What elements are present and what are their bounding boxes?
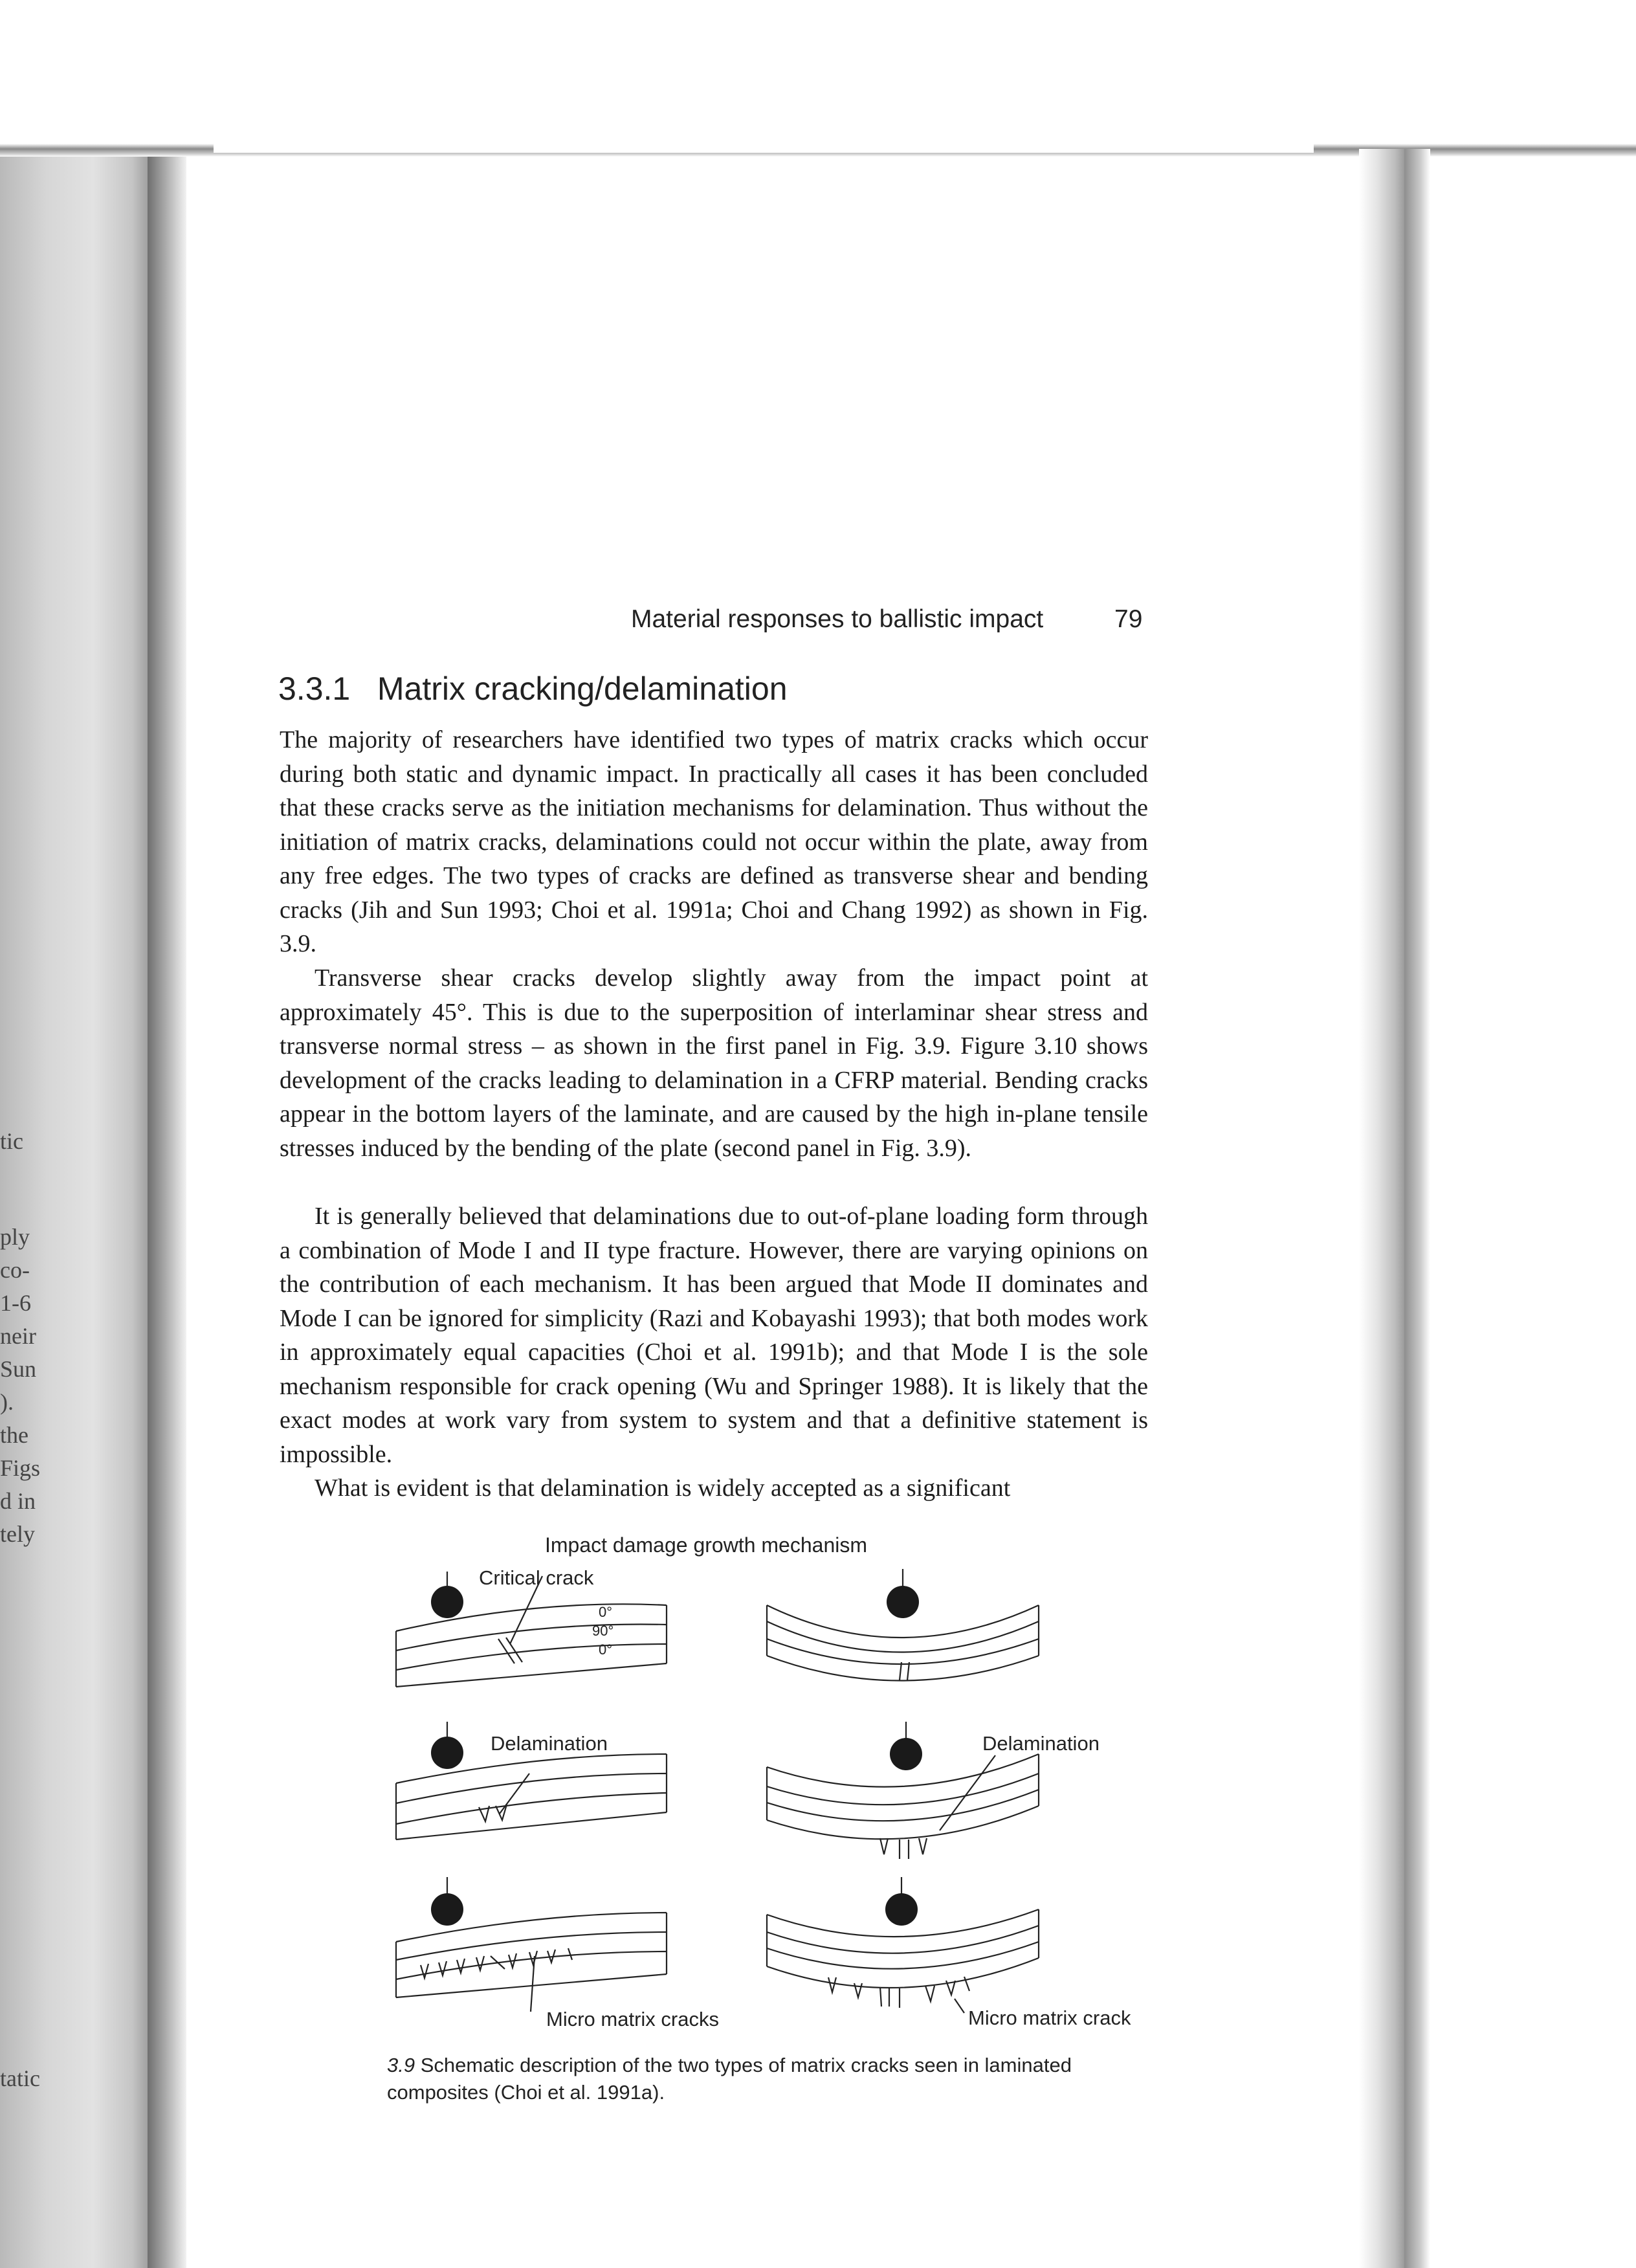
impactor-ball bbox=[890, 1738, 922, 1770]
delamination-leader bbox=[940, 1755, 995, 1830]
caption-number: 3.9 bbox=[387, 2054, 415, 2076]
laminate-ply-line bbox=[396, 1625, 667, 1651]
facing-page-fragment: Sun bbox=[0, 1356, 37, 1382]
laminate-ply-line bbox=[396, 1951, 667, 1979]
label-micro-matrix-crack: Micro matrix crack bbox=[968, 2007, 1131, 2029]
book-gutter bbox=[148, 149, 186, 2268]
bending-cracks bbox=[880, 1838, 927, 1859]
label-micro-matrix-cracks: Micro matrix cracks bbox=[546, 2008, 719, 2030]
laminate-ply-line bbox=[767, 1926, 1039, 1953]
label-ply-0-top: 0° bbox=[599, 1604, 613, 1620]
label-delamination-left: Delamination bbox=[491, 1732, 608, 1755]
label-critical-crack: Critical crack bbox=[479, 1566, 594, 1589]
body-paragraph: It is generally believed that delaminations due to out-of-plane loading form through a combination of Mode I and II type fracture. However, there are varying opinions on the contribution of each mechanism. It has been argued that Mode II dominates and Mode I can be ignored for simplicity (Razi and Kobayashi 1993); that both modes work in approximately equal capacities (Choi et al. 1991b); and that Mode I is the sole mechanism responsible for crack opening (Wu and Springer 1988). It is likely that the exact modes at work vary from system to system and that a definitive statement is impossible. bbox=[280, 1203, 1148, 1468]
laminate-bottom-edge bbox=[396, 1663, 667, 1687]
impactor-ball bbox=[885, 1893, 918, 1926]
label-delamination-right: Delamination bbox=[982, 1732, 1100, 1755]
bending-crack bbox=[907, 1662, 909, 1680]
facing-page-fragment: Figs bbox=[0, 1455, 41, 1481]
laminate-ply-line bbox=[767, 1621, 1039, 1652]
bending-crack bbox=[900, 1662, 901, 1680]
section-title: Matrix cracking/delamination bbox=[377, 671, 788, 707]
laminate-bottom-edge bbox=[767, 1958, 1039, 1988]
facing-page-edge bbox=[0, 149, 155, 2268]
impactor-ball bbox=[431, 1737, 463, 1769]
facing-page-fragment: ). bbox=[0, 1389, 14, 1415]
laminate-ply-line bbox=[396, 1932, 667, 1960]
critical-crack-mark bbox=[498, 1639, 514, 1663]
laminate-ply-line bbox=[396, 1773, 667, 1803]
facing-page-fragment: 1-6 bbox=[0, 1290, 31, 1316]
facing-page-fragment: ply bbox=[0, 1224, 30, 1250]
facing-page-fragment: co- bbox=[0, 1257, 30, 1283]
figure-3-9-diagram bbox=[382, 1560, 1178, 2039]
laminate-ply-line bbox=[767, 1942, 1039, 1969]
facing-page-fragment: tely bbox=[0, 1521, 35, 1547]
section-number: 3.3.1 bbox=[278, 671, 351, 707]
body-paragraph: Transverse shear cracks develop slightly away from the impact point at approximately 45°. This is due to the superposition of interlaminar shear stress and transverse normal stress – as shown in the first panel in Fig. 3.9. Figure 3.10 shows development of the cracks leading to delamination in a CFRP material. Bending cracks appear in the bottom layers of the laminate, and are caused by the high in-plane tensile stresses induced by the bending of the plate (second panel in Fig. 3.9). bbox=[280, 964, 1148, 1162]
body-paragraph: What is evident is that delamination is widely accepted as a significant bbox=[315, 1474, 1011, 1502]
page-right-edge-shadow bbox=[1404, 149, 1430, 2268]
impactor-ball bbox=[431, 1893, 463, 1926]
body-paragraph: The majority of researchers have identified two types of matrix cracks which occur during both static and dynamic impact. In practically all cases it has been concluded that these cracks serve as the initiation mechanisms for delamination. Thus without the initiation of matrix cracks, delaminations could not occur within the plate, away from any free edges. The two types of cracks are defined as transverse shear and bending cracks (Jih and Sun 1993; Choi et al. 1991a; Choi and Chang 1992) as shown in Fig. 3.9. bbox=[280, 726, 1148, 957]
bending-micro-cracks bbox=[828, 1977, 969, 2008]
laminate-ply-line bbox=[767, 1790, 1039, 1821]
facing-page-fragment: tatic bbox=[0, 2065, 40, 2091]
section-heading bbox=[278, 670, 788, 707]
critical-crack-mark bbox=[506, 1638, 522, 1662]
laminate-ply-line bbox=[396, 1644, 667, 1670]
label-ply-0-bottom: 0° bbox=[599, 1641, 613, 1658]
running-header-title: Material responses to ballistic impact bbox=[631, 605, 1044, 633]
caption-text: Schematic description of the two types of matrix cracks seen in laminated composites (Choi et al. 1991a). bbox=[387, 2054, 1072, 2104]
page-right-edge bbox=[1359, 149, 1404, 2268]
impactor-ball bbox=[431, 1586, 463, 1618]
figure-caption bbox=[387, 2052, 1164, 2106]
facing-page-fragment: the bbox=[0, 1422, 28, 1448]
micro-crack-leader bbox=[955, 1999, 964, 2013]
impactor-ball bbox=[887, 1586, 919, 1618]
laminate-bottom-edge bbox=[767, 1806, 1039, 1839]
laminate-bottom-edge bbox=[767, 1656, 1039, 1681]
page-top-edge-highlight bbox=[214, 144, 1314, 153]
facing-page-fragment: tic bbox=[0, 1128, 23, 1154]
label-ply-90: 90° bbox=[592, 1623, 614, 1639]
figure-title: Impact damage growth mechanism bbox=[545, 1533, 867, 1557]
page-number: 79 bbox=[1114, 605, 1143, 633]
facing-page-fragment: d in bbox=[0, 1488, 36, 1514]
panel-right-1 bbox=[767, 1569, 1039, 1681]
laminate-ply-line bbox=[396, 1793, 667, 1824]
facing-page-fragment: neir bbox=[0, 1323, 36, 1349]
delamination-leader bbox=[500, 1773, 529, 1814]
